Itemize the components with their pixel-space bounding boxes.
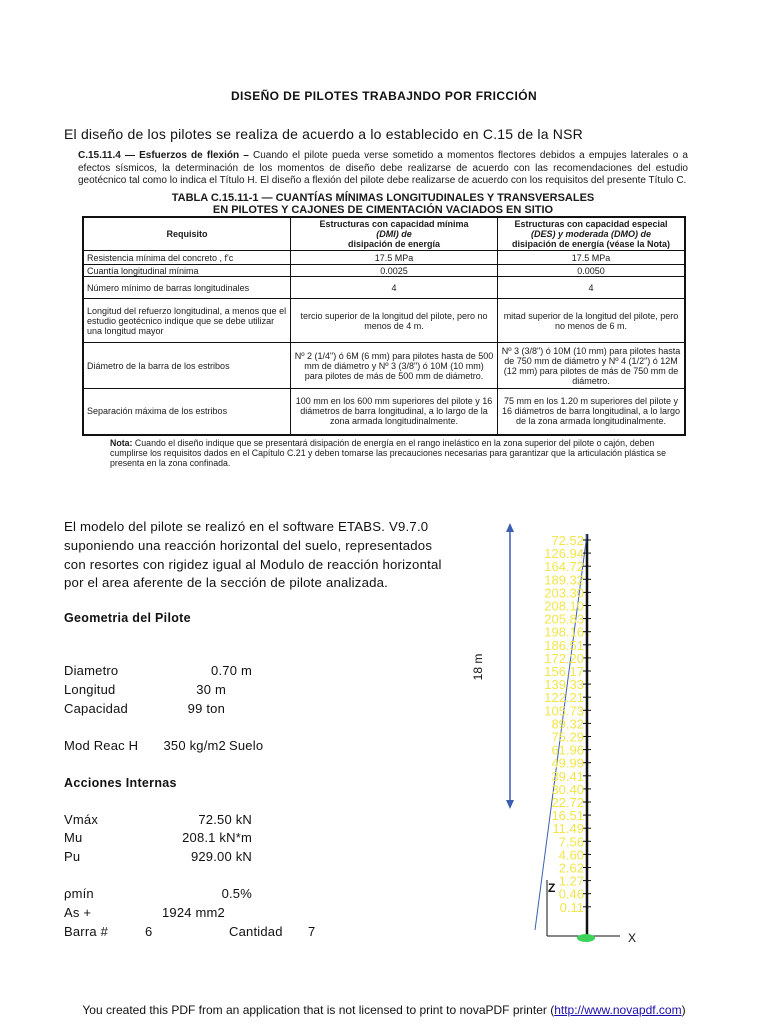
moment-value-label: 0.46 — [558, 886, 584, 902]
dimension-arrow-bottom-icon — [506, 800, 514, 809]
moment-value-label: 49.99 — [551, 755, 584, 771]
as-label: As + — [64, 905, 92, 920]
header-dmi: Estructuras con capacidad mínima (DMI) de disipación de energía — [291, 217, 498, 251]
mu-label: Mu — [64, 830, 83, 845]
table-row: Separación máxima de los estribos 100 mm en los 600 mm superiores del pilote y 16 diámetros de barra longitudinal, a lo largo de la zona armada longitudinalmente. 75 mm en los 1.20 m superiores del pilote y 16 diámetros de barra longitudinal, a lo largo de la zona armada longitudinalmente. — [83, 389, 685, 435]
moment-value-label: 156.17 — [544, 664, 584, 679]
moment-value-label: 61.96 — [551, 742, 584, 758]
moment-value-label: 11.49 — [552, 821, 584, 837]
moment-value-label: 7.56 — [558, 834, 584, 850]
header-requisito: Requisito — [83, 217, 291, 251]
vmax-value: 72.50 kN — [198, 812, 252, 827]
modreac-label: Mod Reac H — [64, 738, 139, 753]
table-row: Longitud del refuerzo longitudinal, a menos que el estudio geotécnico indique que se debe utilizar una longitud mayor tercio superior de la longitud del pilote, pero no menos de 4 m. mitad superior de la longitud del pilote, pero no menos de 6 m. — [83, 299, 685, 343]
moment-value-label: 89.32 — [551, 716, 584, 732]
header-des: Estructuras con capacidad especial (DES) y moderada (DMO) de disipación de energía (véase la Nota) — [498, 217, 686, 251]
pu-label: Pu — [64, 849, 81, 864]
as-value: 1924 mm2 — [161, 905, 225, 920]
moment-value-label: 30.40 — [551, 781, 584, 797]
table-row: Resistencia mínima del concreto , f'c 17.5 MPa 17.5 MPa — [83, 251, 685, 265]
model-line-3: con resortes con rigidez igual al Modulo de reacción horizontal — [64, 556, 442, 572]
moment-value-label: 75.29 — [551, 729, 584, 745]
novapdf-link[interactable]: http://www.novapdf.com — [554, 1003, 682, 1017]
moment-value-label: 208.10 — [544, 598, 584, 614]
moment-value-label: 122.21 — [544, 690, 584, 706]
cantidad-label: Cantidad — [229, 924, 283, 939]
moment-value-label: 203.30 — [544, 585, 584, 601]
axis-x-label: X — [628, 931, 637, 945]
table-row: Diámetro de la barra de los estribos Nº 2 (1/4") ó 6M (6 mm) para pilotes hasta de 500 mm de diámetro y Nº 3 (3/8") ó 10M (10 mm) para pilotes de más de 500 mm de diámetro. Nº 3 (3/8") ó 10M (10 mm) para pilotes hasta de 750 mm de diámetro y Nº 4 (1/2") ó 12M (12 mm) para pilotes de más de 750 mm de diámetro. — [83, 343, 685, 389]
clause-text: Cuando el pilote pueda verse sometido a momentos flectores debidos a empujes laterales o a efectos sísmicos, la determinación de los momentos de diseño debe realizarse de acuerdo con las recomendaciones del estudio geotécnico tal como lo indica el Título H. El diseño a flexión del pilote debe realizarse de acuerdo con los requisitos del presente Título C. — [78, 150, 688, 186]
clause-paragraph — [78, 150, 688, 188]
pu-value: 929.00 kN — [190, 849, 252, 864]
norm-excerpt — [74, 150, 692, 468]
moment-value-label: 186.51 — [544, 637, 584, 653]
moment-value-label: 164.72 — [544, 559, 584, 575]
table-row: Cuantía longitudinal mínima 0.0025 0.0050 — [83, 265, 685, 277]
dimension-arrow-top-icon — [506, 523, 514, 532]
table-row: Número mínimo de barras longitudinales 4 4 — [83, 277, 685, 299]
moment-value-label: 205.83 — [544, 611, 584, 627]
longitud-value: 30 m — [196, 682, 226, 697]
longitud-label: Longitud — [64, 682, 116, 697]
moment-value-label: 72.52 — [551, 533, 584, 548]
mu-value: 208.1 kN*m — [182, 830, 252, 845]
moment-value-label: 139.33 — [544, 677, 584, 693]
moment-value-label: 105.73 — [544, 703, 584, 719]
moment-value-label: 22.72 — [551, 795, 584, 810]
moment-value-label: 39.41 — [551, 768, 584, 784]
geometry-title: Geometria del Pilote — [64, 611, 191, 625]
model-line-2: suponiendo una reacción horizontal del suelo, representados — [64, 537, 433, 553]
clause-heading: C.15.11.4 — Esfuerzos de flexión – — [78, 150, 249, 161]
table-caption-2: EN PILOTES Y CAJONES DE CIMENTACIÓN VACIADOS EN SITIO — [212, 203, 554, 216]
modreac-unit: Suelo — [229, 738, 264, 753]
moment-value-label: 126.94 — [544, 546, 584, 562]
cantidad-value: 7 — [308, 924, 316, 939]
moment-value-label: 0.11 — [559, 899, 584, 915]
moment-value-label: 16.51 — [551, 808, 584, 824]
moment-value-label: 172.20 — [544, 650, 584, 666]
capacidad-label: Capacidad — [64, 701, 128, 716]
modreac-value: 350 kg/m2 — [163, 738, 226, 753]
intro-text: El diseño de los pilotes se realiza de acuerdo a lo establecido en C.15 de la NSR — [64, 126, 583, 142]
moment-value-label: 4.60 — [558, 847, 584, 863]
diametro-label: Diametro — [64, 663, 119, 678]
table-note: Nota: Cuando el diseño indique que se presentará disipación de energía en el rango inelástico en la zona superior del pilote o cajón, deben cumplirse los requisitos dados en el Capítulo C.21 y deben tomarse las precauciones necesarias para garantizar que la articulación plástica se presenta en la zona confinada. — [110, 437, 666, 468]
rho-label: ρmín — [64, 886, 94, 901]
support-base-icon — [577, 934, 595, 942]
pile-moment-diagram — [460, 520, 660, 950]
barra-value: 6 — [145, 924, 153, 939]
moment-value-label: 198.16 — [544, 624, 584, 640]
model-line-4: por el area aferente de la sección de pilote analizada. — [64, 575, 389, 591]
table-header-row — [83, 217, 685, 251]
model-description — [64, 518, 444, 593]
moment-value-label: 189.32 — [544, 572, 584, 588]
actions-title: Acciones Internas — [64, 776, 177, 790]
footer-notice: You created this PDF from an application that is not licensed to print to novaPDF printer (http://www.novapdf.com) — [82, 1003, 686, 1017]
requirements-table — [82, 216, 686, 436]
rho-value: 0.5% — [221, 886, 252, 901]
document-title: DISEÑO DE PILOTES TRABAJNDO POR FRICCIÓN — [230, 89, 538, 103]
axis-z-label: Z — [548, 881, 556, 895]
vmax-label: Vmáx — [64, 812, 99, 827]
moment-value-label: 2.62 — [558, 860, 584, 876]
barra-label: Barra # — [64, 924, 109, 939]
diametro-value: 0.70 m — [211, 663, 252, 678]
dimension-label: 18 m — [471, 653, 485, 681]
moment-value-label: 1.27 — [558, 873, 584, 889]
model-line-1: El modelo del pilote se realizó en el software ETABS. V9.7.0 — [64, 519, 429, 534]
table-caption-1: TABLA C.15.11-1 — CUANTÍAS MÍNIMAS LONGITUDINALES Y TRANSVERSALES — [171, 191, 595, 204]
capacidad-value: 99 ton — [187, 701, 225, 716]
